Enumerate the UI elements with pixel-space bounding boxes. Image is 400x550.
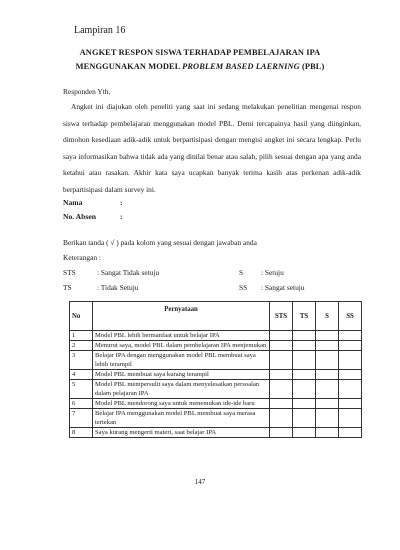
answer-cell-ss[interactable] — [339, 380, 362, 399]
header-no: No — [70, 302, 93, 331]
row-statement: Model PBL membuat saya kurang terampil — [93, 370, 270, 380]
document-title-line1: ANGKET RESPON SISWA TERHADAP PEMBELAJARAN IPA — [79, 48, 321, 57]
answer-cell-sts[interactable] — [270, 428, 293, 438]
table-row — [70, 351, 362, 370]
row-statement: Model PBL mempersulit saya dalam menyelesaikan persoalan dalam pelajaran IPA — [93, 380, 270, 399]
row-statement: Model PBL mendorong saya untuk menemukan ide-ide baru — [93, 399, 270, 409]
answer-cell-sts[interactable] — [270, 399, 293, 409]
legend-text-s: : Setuju — [261, 268, 284, 277]
table-row — [70, 370, 362, 380]
answer-cell-ss[interactable] — [339, 331, 362, 341]
row-statement: Menurut saya, model PBL dalam pembelajaran IPA menjemukan — [93, 341, 270, 351]
answer-cell-ts[interactable] — [293, 351, 316, 370]
title-line2-plain: MENGGUNAKAN MODEL — [75, 62, 183, 71]
row-statement: Model PBL lebih bermanfaat untuk belajar IPA — [93, 331, 270, 341]
table-row — [70, 331, 362, 341]
legend-code-ts: TS — [63, 283, 72, 292]
row-number: 1 — [70, 331, 93, 341]
greeting: Responden Yth, — [63, 87, 111, 96]
table-row — [70, 399, 362, 409]
page-number: 147 — [194, 478, 206, 486]
table-row — [70, 380, 362, 399]
answer-cell-s[interactable] — [316, 331, 339, 341]
appendix-label: Lampiran 16 — [74, 25, 126, 36]
row-number: 4 — [70, 370, 93, 380]
legend-text-sts: : Sangat Tidak setuju — [97, 268, 160, 277]
table-row — [70, 409, 362, 428]
answer-cell-ts[interactable] — [293, 341, 316, 351]
answer-cell-s[interactable] — [316, 380, 339, 399]
table-body — [70, 331, 362, 438]
title-line2-tail: (PBL) — [299, 62, 325, 71]
row-number: 7 — [70, 409, 93, 428]
answer-cell-sts[interactable] — [270, 331, 293, 341]
answer-cell-ts[interactable] — [293, 399, 316, 409]
answer-cell-ss[interactable] — [339, 428, 362, 438]
answer-cell-s[interactable] — [316, 428, 339, 438]
table-row — [70, 428, 362, 438]
header-ss: SS — [339, 302, 362, 331]
header-s: S — [316, 302, 339, 331]
legend-text-ss: : Sangat setuju — [261, 283, 305, 292]
answer-cell-sts[interactable] — [270, 341, 293, 351]
title-line2-italic: PROBLEM BASED LAERNING — [182, 62, 300, 71]
answer-cell-ts[interactable] — [293, 428, 316, 438]
answer-cell-ss[interactable] — [339, 370, 362, 380]
intro-paragraph — [63, 99, 361, 198]
questionnaire-table — [69, 301, 362, 438]
document-title-line2 — [0, 62, 400, 71]
name-label: Nama — [63, 198, 83, 207]
row-statement: Belajar IPA dengan menggunakan model PBL membuat saya lebih terampil — [93, 351, 270, 370]
answer-cell-s[interactable] — [316, 370, 339, 380]
absence-number-colon: : — [120, 212, 123, 221]
answer-cell-ss[interactable] — [339, 409, 362, 428]
answer-cell-ts[interactable] — [293, 409, 316, 428]
legend-code-sts: STS — [63, 268, 76, 277]
table-row — [70, 341, 362, 351]
intro-text: Angket ini diajukan oleh peneliti yang saat ini sedang melakukan penelitian mengenai respon siswa terhadap pembelajaran menggunakan model PBL. Demi tercapainya hasil yang diinginkan, dimohon kesediaan adik-adik untuk berpartisipasi dengan mengisi angket ini secara lengkap. Perlu saya informasikan bahwa tidak ada yang dinilai benar atau salah, pilih sesuai dengan apa yang anda ketahui atau rasakan. Akhir kata saya ucapkan banyak terima kasih atas perkenan adik-adik berpartisipasi dalam survey ini. — [63, 102, 361, 194]
answer-cell-ts[interactable] — [293, 370, 316, 380]
absence-number-field[interactable] — [63, 212, 123, 221]
legend-heading: Keterangan : — [63, 253, 101, 262]
answer-cell-s[interactable] — [316, 399, 339, 409]
header-ts: TS — [293, 302, 316, 331]
answer-cell-s[interactable] — [316, 341, 339, 351]
row-number: 5 — [70, 380, 93, 399]
answer-cell-ss[interactable] — [339, 351, 362, 370]
name-field[interactable] — [63, 198, 123, 207]
answer-cell-sts[interactable] — [270, 351, 293, 370]
answer-cell-ts[interactable] — [293, 380, 316, 399]
row-statement: Saya kurang mengerti materi, saat belajar IPA — [93, 428, 270, 438]
row-number: 2 — [70, 341, 93, 351]
answer-cell-s[interactable] — [316, 351, 339, 370]
answer-cell-ts[interactable] — [293, 331, 316, 341]
legend-code-s: S — [239, 268, 244, 277]
legend-code-ss: SS — [239, 283, 248, 292]
name-colon: : — [120, 198, 123, 207]
absence-number-label: No. Absen — [63, 212, 96, 221]
header-statement: Pernyataan — [93, 302, 270, 331]
legend-text-ts: : Tidak Setuju — [97, 283, 139, 292]
row-number: 3 — [70, 351, 93, 370]
row-statement: Belajar IPA menggunakan model PBL membuat saya merasa tertekan — [93, 409, 270, 428]
answer-cell-sts[interactable] — [270, 380, 293, 399]
answer-cell-ss[interactable] — [339, 399, 362, 409]
header-sts: STS — [270, 302, 293, 331]
row-number: 8 — [70, 428, 93, 438]
answer-cell-sts[interactable] — [270, 370, 293, 380]
table-header-row — [70, 302, 362, 331]
answer-cell-ss[interactable] — [339, 341, 362, 351]
answer-cell-sts[interactable] — [270, 409, 293, 428]
row-number: 6 — [70, 399, 93, 409]
instruction-text: Berikan tanda ( √ ) pada kolom yang sesuai dengan jawaban anda — [63, 238, 257, 247]
answer-cell-s[interactable] — [316, 409, 339, 428]
